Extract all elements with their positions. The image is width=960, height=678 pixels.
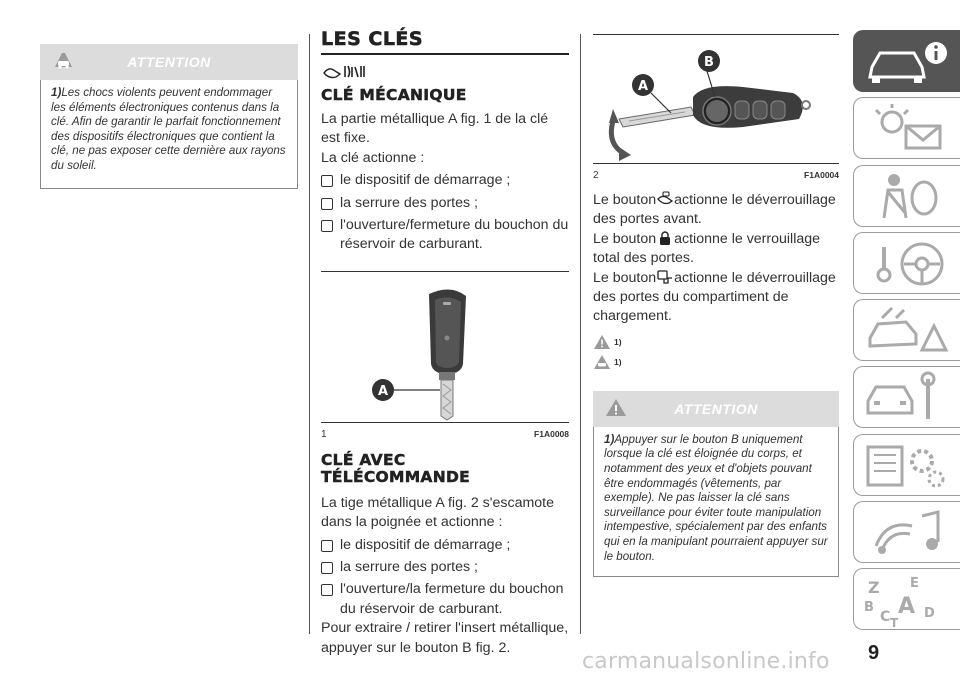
warning-triangle-icon	[605, 397, 627, 419]
checkbox-bullet-icon	[321, 220, 333, 232]
key-icon	[321, 63, 369, 83]
section-remote-key-title-1: CLÉ AVEC	[321, 450, 406, 469]
figure-2-code: F1A0004	[804, 170, 839, 180]
key-steering-wheel-icon	[862, 237, 952, 291]
right-column	[593, 34, 839, 577]
car-emergency-icon	[862, 304, 952, 358]
note-number: 1)	[51, 86, 62, 99]
figure-2-remote-key	[593, 35, 839, 165]
note-text: Les chocs violents peuvent endommager les éléments électroniques contenus dans la clé. Afin de garantir le parfait fonctionnement des dispositifs électroniques que contient la clé, ne pas exposer cette dernière aux rayons du soleil.	[51, 86, 286, 172]
column-divider-1	[309, 34, 310, 634]
svg-text:T: T	[890, 616, 899, 628]
page-number: 9	[868, 642, 880, 664]
multimedia-icon	[862, 506, 952, 560]
checkbox-bullet-icon	[321, 198, 333, 210]
figure-2-label-a: A	[637, 79, 649, 94]
car-gears-icon	[862, 439, 952, 493]
svg-text:Z: Z	[868, 578, 880, 598]
figure-2-label-b: B	[704, 55, 714, 70]
tab-index[interactable]	[853, 568, 960, 630]
attention-header	[593, 391, 839, 427]
svg-text:D: D	[924, 606, 935, 622]
attention-header	[40, 44, 298, 80]
tab-safety[interactable]	[853, 165, 960, 227]
seatbelt-airbag-icon	[862, 170, 952, 224]
car-warning-icon	[593, 353, 611, 371]
button-3-description: Le bouton actionne le déverrouillage des portes du compartiment de chargement.	[593, 269, 836, 325]
note-text: Appuyer sur le bouton B uniquement lorsque la clé est éloignée du corps, et notamment des yeux et d'objets pouvant être endommagés (vêtements, par exemple). Ne pas laisser la clé sans surveillance pour éviter toute manipulation intempestive, spécialement par des enfants qui en la manipulant pourraient appuyer sur le bouton.	[604, 432, 828, 563]
checkbox-bullet-icon	[321, 540, 333, 552]
figure-2-caption	[593, 164, 839, 181]
attention-title: ATTENTION	[127, 54, 211, 70]
checkbox-bullet-icon	[321, 175, 333, 187]
unlock-front-icon	[656, 191, 674, 206]
checkbox-bullet-icon	[321, 562, 333, 574]
tab-maintenance[interactable]	[853, 366, 960, 428]
tab-multimedia[interactable]	[853, 501, 960, 563]
button-1-description: Le bouton actionne le déverrouillage des portes avant.	[593, 192, 836, 228]
light-message-icon	[862, 102, 952, 156]
figure-1-mechanical-key	[321, 272, 569, 422]
attention-box-2	[593, 391, 839, 577]
figure-1-caption	[321, 423, 569, 440]
chapter-tabs	[853, 30, 960, 636]
figure-1-label-a: A	[377, 383, 389, 399]
section-mechanical-key-intro: La clé actionne :	[321, 149, 425, 166]
list-item: l'ouverture/la fermeture du bouchon du réservoir de carburant.	[321, 580, 569, 619]
section-remote-key-title-2: TÉLÉCOMMANDE	[321, 467, 471, 486]
attention-note	[593, 427, 839, 577]
list-item: le dispositif de démarrage ;	[321, 536, 569, 555]
tab-driving[interactable]	[853, 232, 960, 294]
attention-title: ATTENTION	[674, 400, 758, 417]
checkbox-bullet-icon	[321, 584, 333, 596]
car-warning-icon	[52, 50, 74, 72]
section-remote-key-outro: Pour extraire / retirer l'insert métallique, appuyer sur le bouton B fig. 2.	[321, 620, 569, 656]
car-info-icon	[862, 35, 952, 89]
figure-2-number: 2	[593, 170, 599, 181]
section-remote-key-para: La tige métallique A fig. 2 s'escamote dans la poignée et actionne :	[321, 494, 554, 531]
padlock-icon	[656, 230, 674, 245]
middle-column	[321, 28, 569, 658]
tab-instruments[interactable]	[853, 30, 960, 92]
column-divider-2	[580, 34, 581, 634]
tab-emergency[interactable]	[853, 299, 960, 361]
button-2-description: Le bouton actionne le verrouillage total des portes.	[593, 230, 821, 267]
title-rule	[321, 53, 569, 55]
list-item: la serrure des portes ;	[321, 558, 569, 577]
figure-1-number: 1	[321, 428, 327, 440]
list-item: l'ouverture/fermeture du bouchon du réservoir de carburant.	[321, 216, 569, 255]
alphabet-index-icon	[862, 573, 952, 627]
svg-text:E: E	[910, 576, 919, 592]
list-item: la serrure des portes ;	[321, 194, 569, 213]
car-wrench-icon	[862, 371, 952, 425]
list-item: le dispositif de démarrage ;	[321, 171, 569, 190]
section-mechanical-key-title: CLÉ MÉCANIQUE	[321, 86, 467, 104]
warning-triangle-icon	[593, 333, 611, 351]
warning-reference: 1)	[593, 353, 839, 371]
attention-note	[40, 80, 298, 189]
left-column	[40, 44, 298, 189]
svg-text:C: C	[880, 609, 891, 626]
figure-1-code: F1A0008	[534, 428, 569, 439]
unlock-trunk-icon	[656, 269, 674, 284]
page-title: LES CLÉS	[321, 28, 424, 50]
tab-safety-lights[interactable]	[853, 97, 960, 159]
section-mechanical-key-para: La partie métallique A fig. 1 de la clé est fixe.	[321, 111, 549, 147]
note-number: 1)	[604, 432, 615, 446]
svg-text:B: B	[864, 600, 874, 616]
svg-text:A: A	[898, 594, 916, 620]
watermark: carmanualsonline.info	[582, 649, 830, 674]
tab-technical-data[interactable]	[853, 434, 960, 496]
warning-reference: 1)	[593, 333, 839, 351]
